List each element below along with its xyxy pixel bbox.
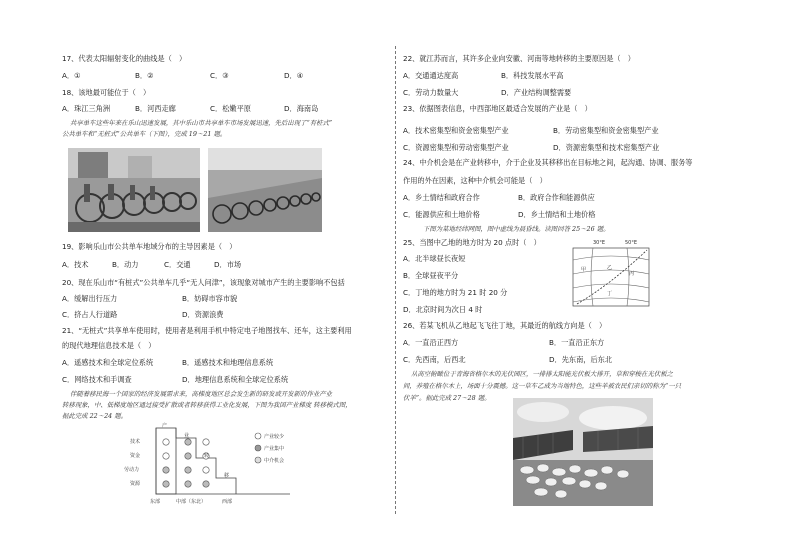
q20-stem: 20、现在乐山市“有桩式”公共单车几乎“无人问津”，该现象对城市产生的主要影响不包括	[62, 278, 345, 287]
q17-stem: 17、代表太阳辐射变化的曲线是（ ）	[62, 54, 187, 63]
q21-option-d: D．地理信息系统和全球定位系统	[182, 375, 289, 384]
q26-option-d: D．先东南，后东北	[549, 355, 613, 364]
q26-option-b: B．一直沿正东方	[549, 338, 605, 347]
q24-option-d: D．乡土情结和土地价格	[518, 210, 596, 219]
q24-option-a: A．乡土情结和政府合作	[403, 193, 480, 202]
point-jia: 甲	[581, 267, 587, 273]
q22-stem: 22、就江苏而言，其许多企业向安徽、河南等地转移的主要原因是（ ）	[403, 54, 635, 63]
q26-stem: 26、若某飞机从乙地起飞飞往丁地，其最近的航线方向是（ ）	[403, 321, 607, 330]
q19-option-b: B．动力	[112, 260, 139, 269]
q18-option-a: A．珠江三角洲	[62, 104, 111, 113]
q23-stem: 23、依据图表信息，中西部地区最适合发展的产业是（ ）	[403, 104, 592, 113]
stage-label-3: 转	[204, 453, 210, 459]
graticule-map	[571, 240, 651, 308]
row-label-technology: 技术	[130, 439, 141, 445]
q21-stem-line2: 的现代地理信息技术是（ ）	[62, 341, 156, 350]
q21-stem-line1: 21、“无桩式”共享单车使用时，使用者是利用手机中特定电子地图找车、还车，这主要利用	[62, 326, 352, 335]
q25-stem: 25、当图中乙地的地方时为 20 点时（ ）	[403, 238, 541, 247]
q23-option-d: D．资源密集型和技术密集型产业	[553, 143, 660, 152]
q18-option-d: D．海南岛	[284, 104, 319, 113]
q23-option-c: C．资源密集型和劳动密集型产业	[403, 143, 509, 152]
q22-option-d: D．产业结构调整需要	[501, 88, 572, 97]
solar-sheep-photo	[513, 398, 653, 506]
intro-19-21-line1: 共享单车这些年来在乐山迅速发展，其中乐山市共享单车市场发展迅速，先后出现了“有桩式”	[70, 119, 333, 127]
q17-option-d: D．④	[284, 71, 304, 80]
intro-27-28-line3: 伏羊”。据此完成 27～28 题。	[403, 394, 491, 402]
q24-option-c: C．能源供应和土地价格	[403, 210, 480, 219]
q21-option-a: A．遥感技术和全球定位系统	[62, 358, 154, 367]
row-label-labor: 劳动力	[124, 467, 140, 473]
q21-option-c: C．网络技术和手调查	[62, 375, 132, 384]
q25-option-b: B．全球昼夜平分	[403, 271, 459, 280]
q19-option-d: D．市场	[214, 260, 242, 269]
meridian-50e: 50°E	[625, 240, 638, 246]
q18-option-b: B．河西走廊	[135, 104, 176, 113]
q17-option-c: C．③	[210, 71, 229, 80]
q20-option-c: C．挤占人行道路	[62, 310, 118, 319]
x-label-west: 西部	[222, 499, 233, 505]
q25-option-d: D．北京时间为次日 4 时	[403, 305, 483, 314]
intro-19-21-line2: 公共单车和“无桩式”公共单车（下图），完成 19～21 题。	[62, 130, 227, 138]
q17-option-b: B．②	[135, 71, 154, 80]
intro-25-26: 下图为某地经纬网图，图中虚线为晨昏线。读图回答 25～26 题。	[423, 225, 610, 233]
intro-22-24-line1: 伴随着移民海一个国家的经济发展需求来，高梯度地区总会发生新的研发或开发新的作业产业	[70, 390, 333, 398]
q19-option-a: A．技术	[62, 260, 89, 269]
q21-option-b: B．遥感技术和地理信息系统	[182, 358, 274, 367]
q24-option-b: B．政府合作和能源供应	[518, 193, 595, 202]
legend-concentrated: 产业集中	[264, 446, 285, 452]
column-divider	[395, 46, 396, 514]
q20-option-b: B．妨碍市容市貌	[182, 294, 238, 303]
q20-option-a: A．缓解出行压力	[62, 294, 118, 303]
point-bing: 丙	[629, 271, 635, 277]
q24-stem-line1: 24、中介机会是在产业转移中，介于企业及其移移出在目标地之间，起沟通、协调、服务等	[403, 158, 693, 167]
q23-option-a: A．技术密集型和资金密集型产业	[403, 126, 509, 135]
q20-option-d: D．资源浪费	[182, 310, 224, 319]
q18-stem: 18、该地最可能位于（ ）	[62, 88, 151, 97]
x-label-east: 东部	[150, 499, 161, 505]
intro-22-24-line2: 转移现象，中、低梯度地区通过接受扩散或者转移获得工业化发展，下图为我国产业梯度 转移模式图，	[62, 401, 352, 409]
point-yi: 乙	[607, 265, 613, 271]
meridian-30e: 30°E	[593, 240, 606, 246]
q23-option-b: B．劳动密集型和资金密集型产业	[553, 126, 659, 135]
q25-option-a: A．北半球昼长夜短	[403, 254, 466, 263]
q26-option-c: C．先西南，后西北	[403, 355, 466, 364]
q22-option-b: B．科技发展水平高	[501, 71, 564, 80]
legend-intermediary: 中介机会	[264, 458, 285, 464]
legend-few: 产业较少	[264, 434, 285, 440]
row-label-capital: 资金	[130, 453, 141, 459]
point-ding: 丁	[607, 291, 613, 297]
dockless-bike-photo	[208, 148, 322, 232]
q19-stem: 19、影响乐山市公共单车地域分布的主导因素是（ ）	[62, 242, 237, 251]
intro-22-24-line3: 据此完成 22～24 题。	[62, 412, 128, 420]
row-label-resources: 资源	[130, 481, 141, 487]
q26-option-a: A．一直沿正西方	[403, 338, 459, 347]
stage-label-1: 产	[162, 423, 168, 429]
q22-option-c: C．劳动力数量大	[403, 88, 459, 97]
q19-option-c: C．交通	[164, 260, 191, 269]
stage-label-2: 业	[184, 433, 190, 439]
docked-bike-photo	[68, 148, 200, 232]
q24-stem-line2: 作用的外在因素，这种中介机会可能是（ ）	[403, 176, 547, 185]
q25-option-c: C．丁地的地方时为 21 时 20 分	[403, 288, 508, 297]
x-label-central: 中部（东北）	[176, 499, 207, 505]
intro-27-28-line1: 从高空俯瞰位于青海省格尔木的光伏园区，一排排太阳能光伏板大排开，草和穿梭在光伏板之	[411, 370, 674, 378]
stage-label-4: 移	[224, 473, 230, 479]
q22-option-a: A．交通通达度高	[403, 71, 459, 80]
q17-option-a: A．①	[62, 71, 81, 80]
intro-27-28-line2: 间，养殖在格尔木上，场面十分震撼。这一草车乙成为当地特色，这些羊被农民们亲切的称为“一只	[403, 382, 682, 390]
q18-option-c: C．松嫩平原	[210, 104, 251, 113]
industry-transfer-diagram	[124, 423, 330, 506]
